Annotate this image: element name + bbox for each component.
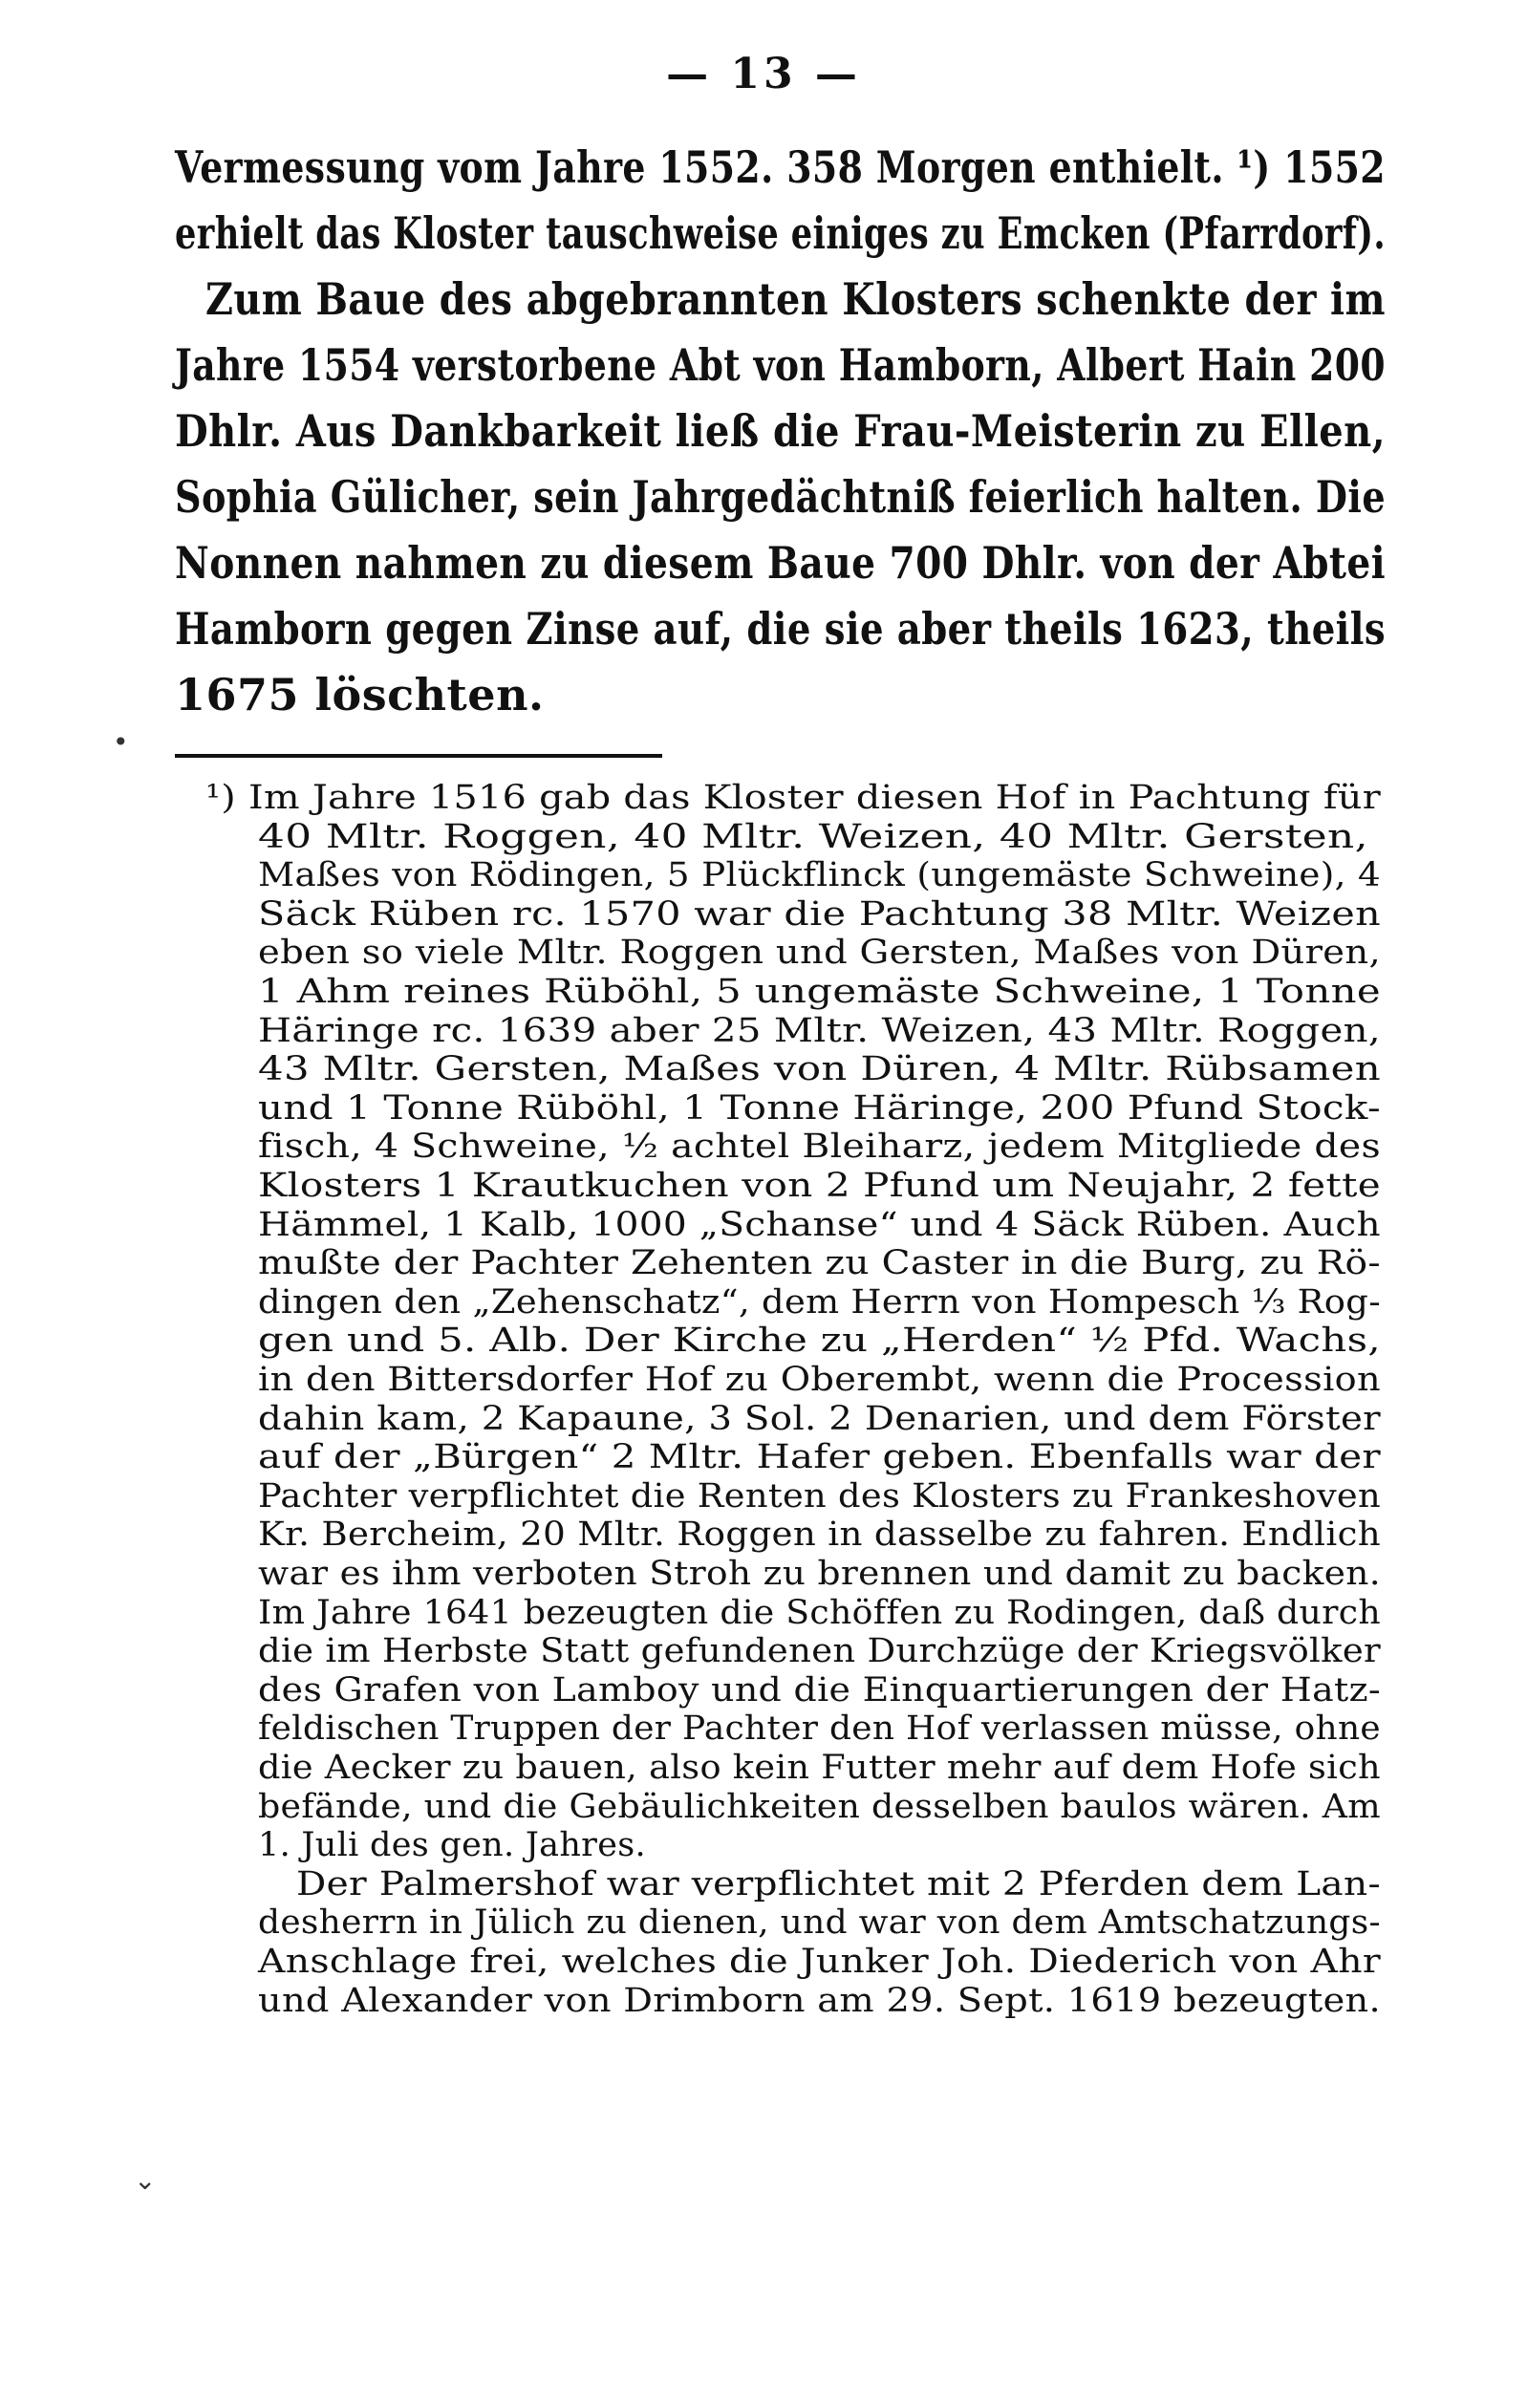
- body-line: Zum Baue des abgebrannten Klosters schenkte der im: [205, 273, 1386, 325]
- footnote-line: 1. Juli des gen. Jahres.: [258, 1826, 646, 1865]
- footnote-line: Pachter verpflichtet die Renten des Klosters zu Frankeshoven: [258, 1476, 1381, 1516]
- footnote-line: und 1 Tonne Rüböhl, 1 Tonne Häringe, 200 Pfund Stock-: [258, 1088, 1381, 1128]
- footnote-line: Maßes von Rödingen, 5 Plückflinck (ungemäste Schweine), 4: [258, 856, 1381, 895]
- footnote-line: gen und 5. Alb. Der Kirche zu „Herden“ ½ Pfd. Wachs,: [258, 1322, 1381, 1361]
- page-number: — 13 —: [666, 50, 861, 98]
- body-line: Nonnen nahmen zu diesem Baue 700 Dhlr. von der Abtei: [175, 537, 1386, 589]
- footnote-line: auf der „Bürgen“ 2 Mltr. Hafer geben. Ebenfalls war der: [258, 1438, 1381, 1477]
- footnote-line: 1 Ahm reines Rüböhl, 5 ungemäste Schweine, 1 Tonne: [258, 973, 1381, 1011]
- footnote-line: 40 Mltr. Roggen, 40 Mltr. Weizen, 40 Mltr. Gersten,: [258, 817, 1368, 856]
- margin-mark: ⌄: [134, 2164, 157, 2196]
- footnote-line: Säck Rüben rc. 1570 war die Pachtung 38 Mltr. Weizen: [258, 894, 1381, 934]
- body-line: Vermessung vom Jahre 1552. 358 Morgen enthielt. ¹) 1552: [175, 141, 1386, 193]
- body-line: Jahre 1554 verstorbene Abt von Hamborn, Albert Hain 200: [175, 339, 1386, 391]
- footnote-line: Kr. Bercheim, 20 Mltr. Roggen in dasselbe zu fahren. Endlich: [258, 1516, 1381, 1555]
- footnote-line: fisch, 4 Schweine, ½ achtel Bleiharz, jedem Mitgliede des: [258, 1128, 1381, 1167]
- footnote-line: eben so viele Mltr. Roggen und Gersten, Maßes von Düren,: [258, 934, 1381, 973]
- footnote-line: dingen den „Zehenschatz“, dem Herrn von Hompesch ⅓ Rog-: [258, 1282, 1381, 1322]
- footnote-line: und Alexander von Drimborn am 29. Sept. 1619 bezeugten.: [258, 1981, 1381, 2020]
- footnote-line: feldischen Truppen der Pachter den Hof verlassen müsse, ohne: [258, 1709, 1381, 1749]
- footnote-line: 43 Mltr. Gersten, Maßes von Düren, 4 Mltr. Rübsamen: [258, 1050, 1381, 1089]
- footnote-line: die Aecker zu bauen, also kein Futter mehr auf dem Hofe sich: [258, 1749, 1381, 1787]
- body-line: Dhlr. Aus Dankbarkeit ließ die Frau-Meisterin zu Ellen,: [175, 405, 1386, 457]
- footnote-separator: [175, 754, 662, 758]
- body-line: Hamborn gegen Zinse auf, die sie aber theils 1623, theils: [175, 603, 1386, 655]
- footnote-line: Im Jahre 1641 bezeugten die Schöffen zu Rodingen, daß durch: [258, 1593, 1382, 1632]
- footnote-line: Hämmel, 1 Kalb, 1000 „Schanse“ und 4 Säck Rüben. Auch: [258, 1205, 1381, 1244]
- body-line: Sophia Gülicher, sein Jahrgedächtniß feierlich halten. Die: [175, 471, 1386, 523]
- footnote-line: mußte der Pachter Zehenten zu Caster in die Burg, zu Rö-: [258, 1244, 1381, 1283]
- body-line: 1675 löschten.: [175, 669, 545, 720]
- footnote-line: war es ihm verboten Stroh zu brennen und damit zu backen.: [258, 1555, 1381, 1593]
- margin-mark: •: [113, 726, 129, 758]
- footnote-line: die im Herbste Statt gefundenen Durchzüge der Kriegsvölker: [258, 1632, 1381, 1671]
- footnote-line: Häringe rc. 1639 aber 25 Mltr. Weizen, 43 Mltr. Roggen,: [258, 1011, 1381, 1050]
- footnote-line: des Grafen von Lamboy und die Einquartierungen der Hatz-: [258, 1670, 1381, 1709]
- body-line: erhielt das Kloster tauschweise einiges zu Emcken (Pfarrdorf).: [175, 207, 1386, 259]
- footnote-line: in den Bittersdorfer Hof zu Oberembt, wenn die Procession: [258, 1361, 1381, 1399]
- footnote-line: Anschlage frei, welches die Junker Joh. Diederich von Ahr: [258, 1943, 1381, 1981]
- footnote-line: dahin kam, 2 Kapaune, 3 Sol. 2 Denarien, und dem Förster: [258, 1399, 1381, 1438]
- footnote-line: befände, und die Gebäulichkeiten desselben baulos wären. Am: [258, 1787, 1381, 1826]
- footnote-line: Klosters 1 Krautkuchen von 2 Pfund um Neujahr, 2 fette: [258, 1167, 1381, 1205]
- footnote-line: Der Palmershof war verpflichtet mit 2 Pferden dem Lan-: [296, 1864, 1381, 1903]
- footnote-line: desherrn in Jülich zu dienen, und war von dem Amtschatzungs-: [258, 1903, 1381, 1943]
- footnote-line: ¹) Im Jahre 1516 gab das Kloster diesen Hof in Pachtung für: [205, 779, 1381, 817]
